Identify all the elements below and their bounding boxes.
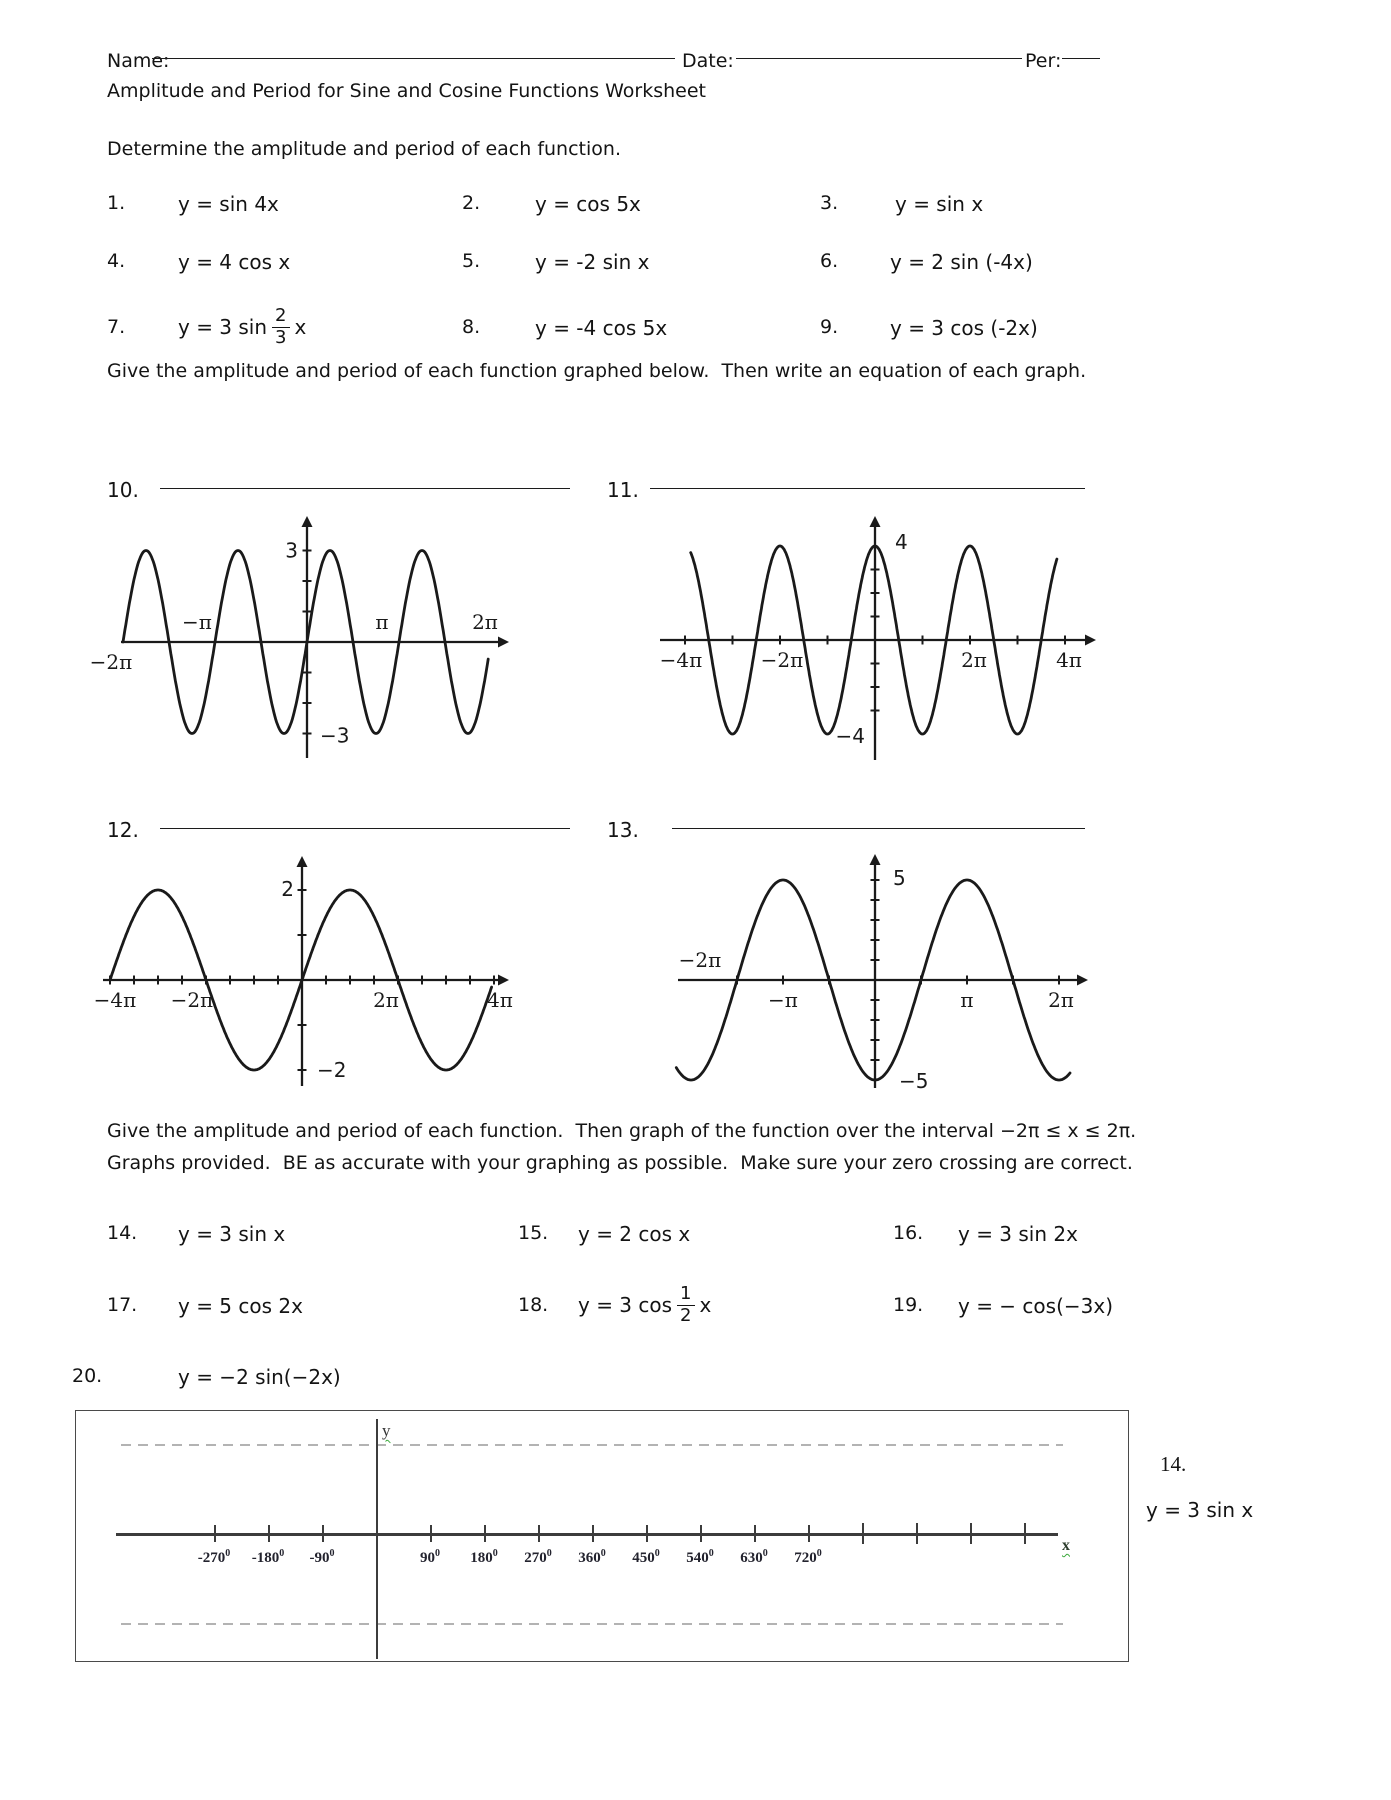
name-blank-line	[152, 56, 675, 59]
section2-instruction: Give the amplitude and period of each function graphed below. Then write an equation of each graph.	[107, 360, 1087, 382]
side-note-problem-number: 14.	[1160, 1452, 1187, 1476]
graph10-xlabel: π	[375, 610, 389, 634]
grid-tick	[700, 1525, 702, 1542]
section3-instruction-line1: Give the amplitude and period of each function. Then graph of the function over the interval −2π ≤ x ≤ 2π.	[107, 1120, 1137, 1142]
problem-17-equation: y = 5 cos 2x	[178, 1294, 303, 1318]
problem-17-number: 17.	[107, 1294, 138, 1316]
grid-tick-label: $-180^0$	[251, 1548, 285, 1566]
graph11-xlabel: −4π	[659, 648, 703, 672]
problem-8-number: 8.	[462, 316, 481, 338]
name-label: Name:	[107, 50, 170, 72]
problem-5-number: 5.	[462, 250, 481, 272]
graph13-figure	[648, 848, 1120, 1093]
grid-tick-label: $540^0$	[686, 1548, 714, 1566]
graph10-figure	[85, 510, 530, 765]
worksheet-title: Amplitude and Period for Sine and Cosine Functions Worksheet	[107, 80, 707, 102]
problem-19-equation: y = − cos(−3x)	[958, 1294, 1113, 1318]
problem-8-equation: y = -4 cos 5x	[535, 316, 668, 340]
graph11-ylabel: 4	[895, 530, 908, 554]
problem-5-equation: y = -2 sin x	[535, 250, 650, 274]
section3-instruction-line2: Graphs provided. BE as accurate with your graphing as possible. Make sure your zero crossing are correct.	[107, 1152, 1133, 1174]
graph11-xlabel: 2π	[961, 648, 987, 672]
grid-tick	[430, 1525, 432, 1542]
problem-18-equation: y = 3 cos $\frac{1}{2}$ x	[578, 1282, 712, 1326]
problem-4-number: 4.	[107, 250, 126, 272]
graph10-ylabel: 3	[285, 538, 298, 563]
problem-15-equation: y = 2 cos x	[578, 1222, 691, 1246]
graph13-ylabel: −5	[899, 1069, 929, 1093]
problem-18-number: 18.	[518, 1294, 549, 1316]
grid-tick	[862, 1523, 864, 1544]
graph10-xlabel: 2π	[472, 610, 498, 634]
grid-tick-label: $-90^0$	[309, 1548, 335, 1566]
graph11-ylabel: −4	[835, 724, 865, 748]
grid-tick	[484, 1525, 486, 1542]
graph11-xlabel: −2π	[760, 648, 804, 672]
date-blank-line	[736, 56, 1022, 59]
problem-1-number: 1.	[107, 192, 126, 214]
graph12-xlabel: −4π	[93, 988, 137, 1012]
problem-6-equation: y = 2 sin (-4x)	[890, 250, 1033, 274]
grid-tick	[214, 1525, 216, 1542]
section1-instruction: Determine the amplitude and period of each function.	[107, 138, 621, 160]
problem-13-answer-blank	[672, 826, 1085, 829]
graph12-ylabel: 2	[281, 877, 294, 901]
grid-tick-label: $630^0$	[740, 1548, 768, 1566]
grid-tick-label: $360^0$	[578, 1548, 606, 1566]
problem-3-equation: y = sin x	[895, 192, 984, 216]
graph13-xlabel: −2π	[678, 948, 722, 972]
problem-2-number: 2.	[462, 192, 481, 214]
grid-tick	[916, 1523, 918, 1544]
grid-tick	[322, 1525, 324, 1542]
graph13-ylabel: 5	[893, 866, 906, 890]
problem-3-number: 3.	[820, 192, 839, 214]
graph11-figure	[648, 510, 1120, 768]
problem-13-number: 13.	[607, 818, 639, 842]
problem-11-number: 11.	[607, 478, 639, 502]
per-label: Per:	[1025, 50, 1062, 72]
graph12-xlabel: −2π	[170, 988, 214, 1012]
grid-tick-label: $450^0$	[632, 1548, 660, 1566]
problem-7-number: 7.	[107, 316, 126, 338]
problem-16-equation: y = 3 sin 2x	[958, 1222, 1078, 1246]
grid-tick-label: $-270^0$	[197, 1548, 231, 1566]
graph12-xlabel: 2π	[373, 988, 399, 1012]
problem-12-answer-blank	[160, 826, 570, 829]
grid-tick	[592, 1525, 594, 1542]
grid-tick-label: $180^0$	[470, 1548, 498, 1566]
fraction-1-2: $\frac{1}{2}$	[677, 1285, 694, 1326]
grid-x-axis-label: x	[1062, 1537, 1070, 1554]
problem-12-number: 12.	[107, 818, 139, 842]
grid-tick-label: $270^0$	[524, 1548, 552, 1566]
fraction-2-3: $\frac{2}{3}$	[272, 307, 289, 348]
graph12-xlabel: 4π	[487, 988, 513, 1012]
grid-y-axis	[376, 1419, 378, 1659]
grid-y-axis-label: y	[382, 1421, 391, 1440]
problem-7-equation: y = 3 sin $\frac{2}{3}$ x	[178, 304, 307, 348]
problem-14-equation: y = 3 sin x	[178, 1222, 286, 1246]
grid-tick	[538, 1525, 540, 1542]
problem-1-equation: y = sin 4x	[178, 192, 279, 216]
grid-dashed-line-bottom	[121, 1623, 1063, 1625]
problem-10-number: 10.	[107, 478, 139, 502]
grid-tick	[970, 1523, 972, 1544]
side-note-equation: y = 3 sin x	[1146, 1498, 1254, 1522]
problem-20-number: 20.	[72, 1365, 103, 1387]
grid-tick	[808, 1525, 810, 1542]
grid-tick	[1024, 1523, 1026, 1544]
problem-15-number: 15.	[518, 1222, 549, 1244]
graphing-grid-box	[75, 1410, 1129, 1662]
graph10-xlabel: −π	[182, 610, 212, 634]
grid-tick	[754, 1525, 756, 1542]
problem-10-answer-blank	[160, 486, 570, 489]
problem-14-number: 14.	[107, 1222, 138, 1244]
problem-20-equation: y = −2 sin(−2x)	[178, 1365, 341, 1389]
date-label: Date:	[682, 50, 734, 72]
problem-9-equation: y = 3 cos (-2x)	[890, 316, 1038, 340]
grid-dashed-line-top	[121, 1444, 1063, 1446]
grid-tick	[646, 1525, 648, 1542]
problem-9-number: 9.	[820, 316, 839, 338]
grid-tick-label: $90^0$	[420, 1548, 440, 1566]
grid-tick-label: $720^0$	[794, 1548, 822, 1566]
problem-16-number: 16.	[893, 1222, 924, 1244]
graph10-ylabel: −3	[320, 723, 350, 748]
graph13-xlabel: π	[960, 988, 974, 1012]
problem-11-answer-blank	[650, 486, 1085, 489]
problem-4-equation: y = 4 cos x	[178, 250, 291, 274]
problem-2-equation: y = cos 5x	[535, 192, 641, 216]
graph10-xlabel: −2π	[89, 650, 133, 674]
grid-tick	[268, 1525, 270, 1542]
graph12-ylabel: −2	[317, 1058, 347, 1082]
per-blank-line	[1062, 56, 1100, 59]
graph11-xlabel: 4π	[1056, 648, 1082, 672]
graph13-xlabel: 2π	[1048, 988, 1074, 1012]
problem-19-number: 19.	[893, 1294, 924, 1316]
graph12-figure	[85, 848, 533, 1088]
graph13-xlabel: −π	[768, 988, 798, 1012]
problem-6-number: 6.	[820, 250, 839, 272]
